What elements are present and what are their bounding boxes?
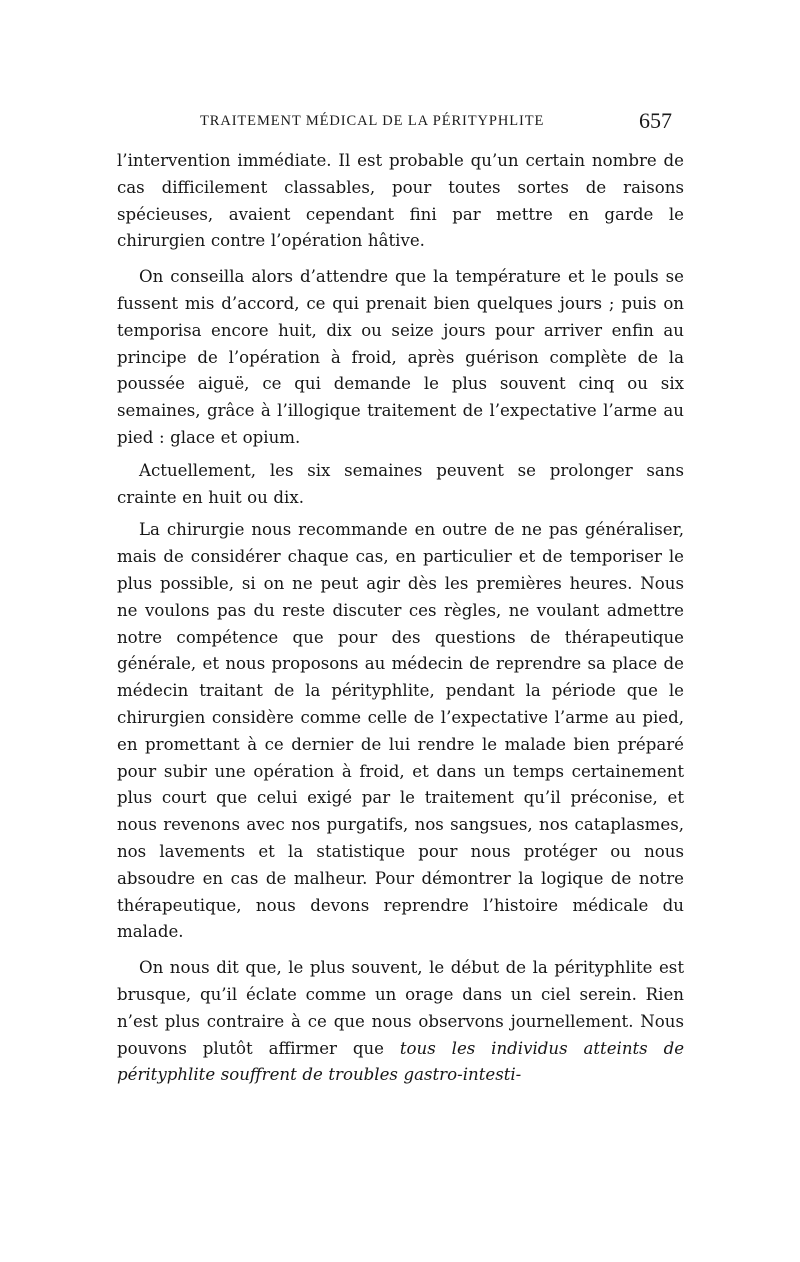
page-number: 657 (639, 108, 672, 133)
paragraph-2: On conseilla alors d’attendre que la température et le pouls se fussent mis d’accord, ce qui prenait bien quelques jours ; puis on temporisa encore huit, dix ou seize jours pour arriver enfin au principe de l’opération à froid, après guérison complète de la poussée aiguë, ce qui demande le plus souvent cinq ou six semaines, grâce à l’illogique traitement de l’expectative l’arme au pied : glace et opium. (117, 267, 684, 447)
paragraph-1: l’intervention immédiate. Il est probable qu’un certain nombre de cas difficilement classables, pour toutes sortes de raisons spécieuses, avaient cependant fini par mettre en garde le chirurgien contre l’opération hâtive. (117, 151, 684, 251)
running-title: TRAITEMENT MÉDICAL DE LA PÉRITYPHLITE (200, 113, 545, 129)
running-head (116, 108, 686, 138)
paragraph-4: La chirurgie nous recommande en outre de ne pas généraliser, mais de considérer chaque cas, en particulier et de temporiser le plus possible, si on ne peut agir dès les premières heures. Nous ne voulons pas du reste discuter ces règles, ne voulant admettre notre compétence que pour des questions de thérapeutique générale, et nous proposons au médecin de reprendre sa place de médecin traitant de la pérityphlite, pendant la période que le chirurgien considère comme celle de l’expectative l’arme au pied, en promettant à ce dernier de lui rendre le malade bien préparé pour subir une opération à froid, et dans un temps certainement plus court que celui exigé par le traitement qu’il préconise, et nous revenons avec nos purgatifs, nos sangsues, nos cataplasmes, nos lavements et la statistique pour nous protéger ou nous absoudre en cas de malheur. Pour démontrer la logique de notre thérapeutique, nous devons reprendre l’histoire médicale du malade. (117, 520, 684, 942)
body-text (117, 148, 684, 1098)
paragraph-3: Actuellement, les six semaines peuvent se prolonger sans crainte en huit ou dix. (117, 460, 684, 507)
paragraph-5 (117, 955, 684, 1089)
paragraph-5-italic: tous les individus atteints de pérityphlite souffrent de troubles gastro-intesti- (117, 1038, 685, 1085)
paragraph-5-roman: On nous dit que, le plus souvent, le début de la pérityphlite est brusque, qu’il éclate comme un orage dans un ciel serein. Rien n’est plus contraire à ce que nous observons journellement. Nous pouvons plutôt affirmer que (117, 958, 684, 1058)
